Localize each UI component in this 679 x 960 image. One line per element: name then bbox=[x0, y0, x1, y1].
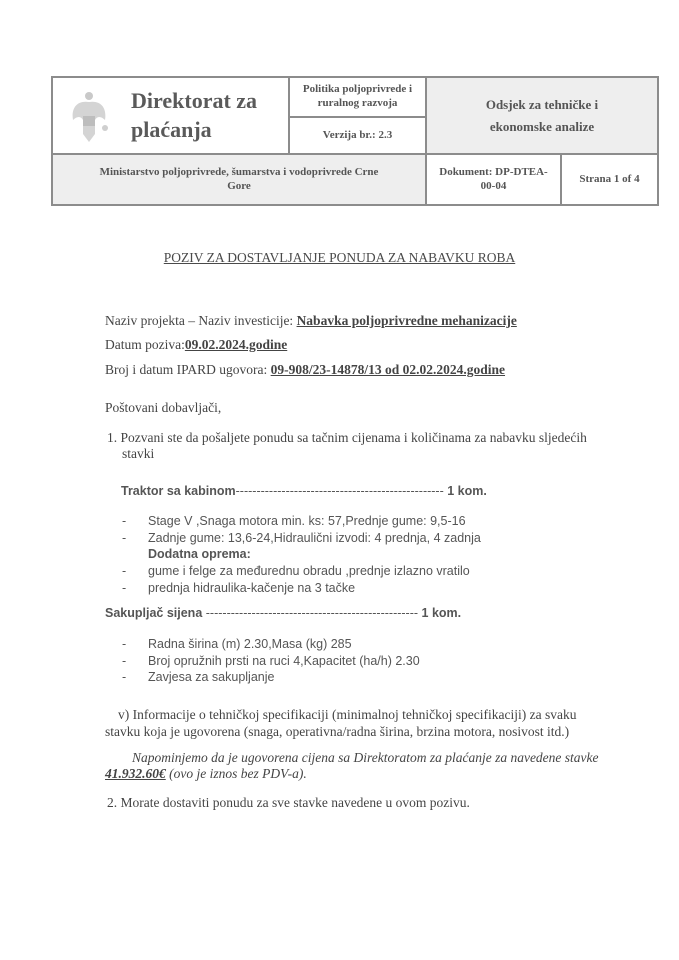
spec-bullet bbox=[122, 654, 420, 668]
org-name-line1: Direktorat za bbox=[131, 88, 258, 113]
department-cell bbox=[426, 77, 658, 154]
department-line1: Odsjek za tehničke i bbox=[485, 96, 599, 112]
spec-text: Zadnje gume: 13,6-24,Hidraulični izvodi: 4 prednja, 4 zadnja bbox=[148, 531, 481, 545]
date-line bbox=[105, 337, 287, 353]
spec-text: gume i felge za međurednu obradu ,prednje izlazno vratilo bbox=[148, 564, 470, 578]
contract-amount: 41.932.60€ bbox=[105, 766, 166, 781]
spec-bullet bbox=[122, 581, 355, 595]
date-value: 09.02.2024.godine bbox=[184, 337, 288, 352]
spec-text: Radna širina (m) 2.30,Masa (kg) 285 bbox=[148, 637, 352, 651]
item-tractor-heading bbox=[121, 484, 487, 498]
bullet-dash: - bbox=[122, 637, 127, 651]
ministry-line1: Ministarstvo poljoprivrede, šumarstva i vodoprivrede Crne bbox=[99, 165, 379, 178]
extra-equipment-label: Dodatna oprema: bbox=[148, 547, 251, 561]
org-logo-cell bbox=[52, 77, 289, 154]
item-qty: 1 kom. bbox=[443, 484, 487, 498]
bullet-dash: - bbox=[122, 514, 127, 528]
spec-text: Zavjesa za sakupljanje bbox=[148, 670, 275, 684]
bullet-dash: - bbox=[122, 564, 127, 578]
item-dashes: -------------------------------------------------- bbox=[235, 484, 444, 498]
price-note-line1: Napominjemo da je ugovorena cijena sa Direktoratom za plaćanje za navedene stavke bbox=[132, 750, 599, 765]
ministry-cell bbox=[52, 154, 426, 205]
spec-text: Stage V ,Snaga motora min. ks: 57,Prednje gume: 9,5-16 bbox=[148, 514, 466, 528]
document-header-table bbox=[51, 76, 659, 206]
date-label: Datum poziva: bbox=[105, 337, 185, 352]
contract-label: Broj i datum IPARD ugovora: bbox=[105, 362, 271, 377]
point1-line1: 1. Pozvani ste da pošaljete ponudu sa tačnim cijenama i količinama za nabavku sljedećih bbox=[107, 430, 587, 445]
point2: 2. Morate dostaviti ponudu za sve stavke navedene u ovom pozivu. bbox=[107, 795, 470, 810]
document-code-cell bbox=[426, 154, 561, 205]
price-note-line2 bbox=[105, 766, 307, 782]
item-name: Traktor sa kabinom bbox=[121, 484, 236, 498]
project-line bbox=[105, 313, 517, 329]
policy-line1: Politika poljoprivrede i bbox=[302, 83, 413, 96]
org-name bbox=[131, 86, 257, 144]
bullet-dash: - bbox=[122, 670, 127, 684]
contract-line bbox=[105, 362, 505, 378]
document-title: POZIV ZA DOSTAVLJANJE PONUDA ZA NABAVKU ROBA bbox=[163, 250, 516, 265]
item-hay-rake-heading bbox=[105, 606, 461, 620]
spec-text: Broj opružnih prsti na ruci 4,Kapacitet (ha/h) 2.30 bbox=[148, 654, 420, 668]
page-number-cell: Strana 1 of 4 bbox=[561, 154, 658, 205]
spec-bullet bbox=[122, 514, 466, 528]
project-value: Nabavka poljoprivredne mehanizacije bbox=[296, 313, 517, 328]
document-line2: 00-04 bbox=[480, 179, 507, 192]
bullet-dash: - bbox=[122, 581, 127, 595]
ministry-line2: Gore bbox=[227, 179, 251, 192]
item-name: Sakupljač sijena bbox=[105, 606, 206, 620]
bullet-dash: - bbox=[122, 654, 127, 668]
greeting: Poštovani dobavljači, bbox=[105, 400, 222, 415]
bullet-dash: - bbox=[122, 531, 127, 545]
spec-info-line2: stavku koja je ugovorena (snaga, operativna/radna širina, brzina motora, nosivost itd.) bbox=[105, 724, 570, 739]
policy-cell bbox=[289, 77, 426, 117]
amount-note: (ovo je iznos bez PDV-a). bbox=[165, 766, 307, 781]
point1-line2: stavki bbox=[122, 446, 155, 461]
spec-bullet bbox=[122, 637, 352, 651]
department-line2: ekonomske analize bbox=[489, 118, 595, 134]
spec-bullet bbox=[122, 531, 481, 545]
coat-of-arms-icon bbox=[69, 90, 109, 144]
item-qty: 1 kom. bbox=[418, 606, 462, 620]
org-name-line2: plaćanja bbox=[131, 117, 212, 142]
spec-text: prednja hidraulika-kačenje na 3 tačke bbox=[148, 581, 356, 595]
item-dashes: --------------------------------------------------- bbox=[205, 606, 419, 620]
spec-bullet bbox=[122, 670, 274, 684]
document-line1: Dokument: DP-DTEA- bbox=[439, 165, 548, 178]
spec-bullet bbox=[122, 564, 470, 578]
contract-value: 09-908/23-14878/13 od 02.02.2024.godine bbox=[270, 362, 506, 377]
version-cell: Verzija br.: 2.3 bbox=[289, 117, 426, 154]
spec-info-line1: v) Informacije o tehničkoj specifikaciji (minimalnoj tehničkoj specifikaciji) za svaku bbox=[118, 707, 577, 722]
policy-line2: ruralnog razvoja bbox=[317, 97, 398, 109]
project-label: Naziv projekta – Naziv investicije: bbox=[105, 313, 297, 328]
